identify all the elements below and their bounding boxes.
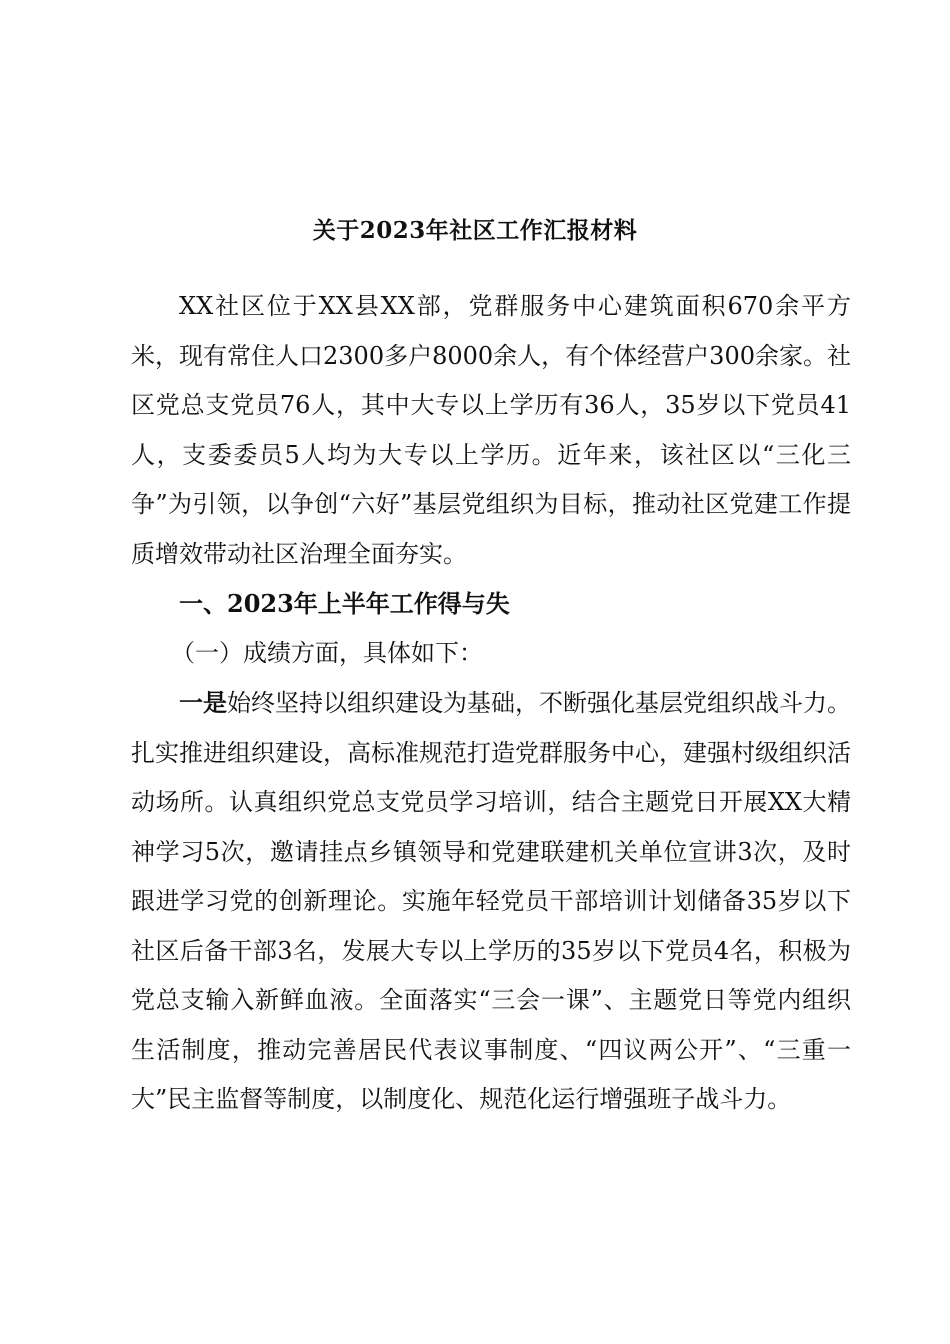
section-heading: 一、2023年上半年工作得与失 xyxy=(179,589,510,618)
intro-paragraph: XX社区位于XX县XX部，党群服务中心建筑面积670余平方米，现有常住人口2300多户8000余人，有个体经营户300余家。社区党总支党员76人，其中大专以上学历有36人，35岁以下党员41人，支委委员5人均为大专以上学历。近年来，该社区以“三化三争”为引领，以争创“六好”基层党组织为目标，推动社区党建工作提质增效带动社区治理全面夯实。 xyxy=(131,292,851,568)
document-title: 关于2023年社区工作汇报材料 xyxy=(312,217,638,244)
document-body xyxy=(131,282,851,1125)
point-paragraph xyxy=(131,678,851,1125)
point-text: 始终坚持以组织建设为基础，不断强化基层党组织战斗力。扎实推进组织建设，高标准规范打造党群服务中心，建强村级组织活动场所。认真组织党总支党员学习培训，结合主题党日开展XX大精神学习5次，邀请挂点乡镇领导和党建联建机关单位宣讲3次，及时跟进学习党的创新理论。实施年轻党员干部培训计划储备35岁以下社区后备干部3名，发展大专以上学历的35岁以下党员4名，积极为党总支输入新鲜血液。全面落实“三会一课”、主题党日等党内组织生活制度，推动完善居民代表议事制度、“四议两公开”、“三重一大”民主监督等制度，以制度化、规范化运行增强班子战斗力。 xyxy=(131,689,851,1113)
subsection-heading: （一）成绩方面，具体如下： xyxy=(171,638,483,667)
point-lead: 一是 xyxy=(179,688,227,717)
